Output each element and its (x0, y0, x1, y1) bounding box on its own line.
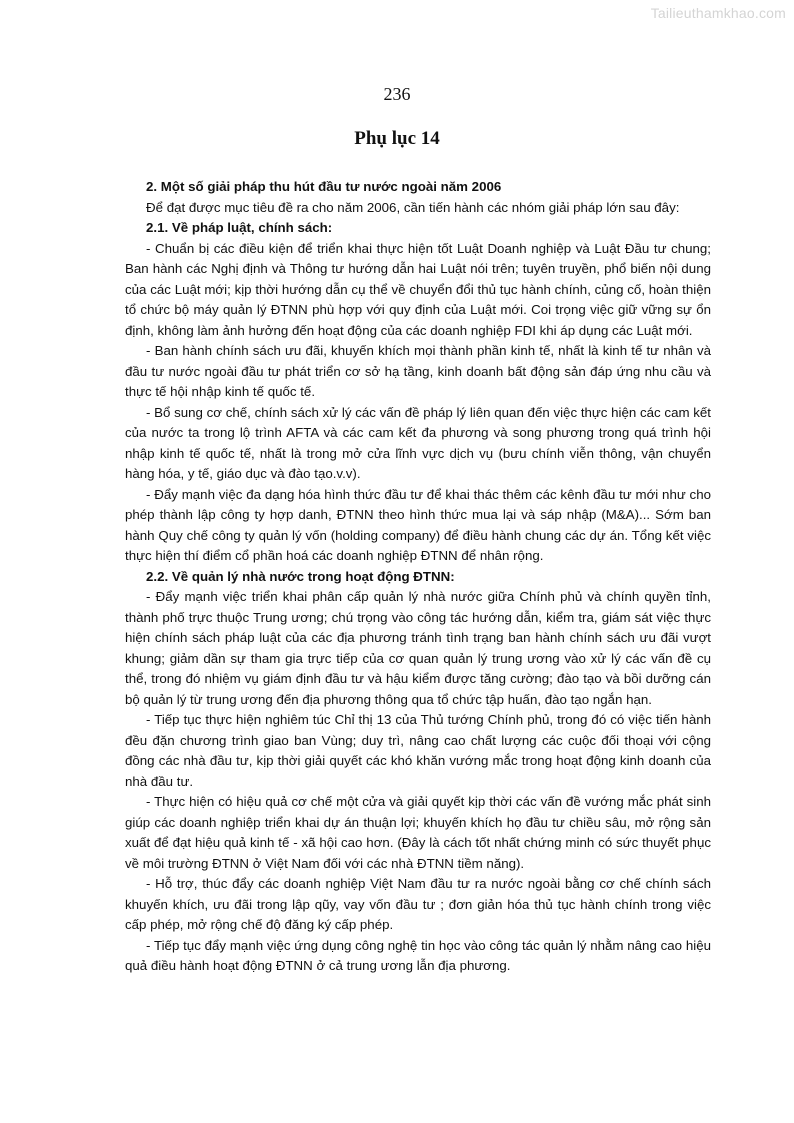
paragraph: - Chuẩn bị các điều kiện để triển khai thực hiện tốt Luật Doanh nghiệp và Luật Đầu tư chung; Ban hành các Nghị định và Thông tư hướng dẫn hai Luật nói trên; tuyên truyền, phổ biến nội dung của các Luật mới; kịp thời hướng dẫn cụ thể về chuyển đổi thủ tục hành chính, củng cố, hoàn thiện tổ chức bộ máy quản lý ĐTNN phù hợp với quy định của Luật mới. Coi trọng việc giữ vững sự ổn định, không làm ảnh hưởng đến hoạt động của các doanh nghiệp FDI khi áp dụng các Luật mới. (125, 240, 711, 338)
watermark: Tailieuthamkhao.com (650, 5, 786, 21)
subsection-heading-law-policy: 2.1. Về pháp luật, chính sách: (146, 220, 333, 235)
page-number: 236 (383, 84, 411, 104)
paragraph: - Bổ sung cơ chế, chính sách xử lý các vấn đề pháp lý liên quan đến việc thực hiện các cam kết của nước ta trong lộ trình AFTA và các cam kết đa phương và song phương trong quá trình hội nhập kinh tế quốc tế, nhất là trong mở cửa lĩnh vực dịch vụ (bưu chính viễn thông, vận chuyển hàng hóa, y tế, giáo dục và đào tạo.v.v). (125, 404, 711, 481)
intro-paragraph: Để đạt được mục tiêu đề ra cho năm 2006, cần tiến hành các nhóm giải pháp lớn sau đây: (146, 199, 680, 215)
paragraph: - Tiếp tục đẩy mạnh việc ứng dụng công nghệ tin học vào công tác quản lý nhằm nâng cao hiệu quả điều hành hoạt động ĐTNN ở cả trung ương lẫn địa phương. (125, 937, 711, 973)
paragraph: - Đẩy mạnh việc đa dạng hóa hình thức đầu tư để khai thác thêm các kênh đầu tư mới như cho phép thành lập công ty hợp danh, ĐTNN theo hình thức mua lại và sáp nhập (M&A)... Sớm ban hành Quy chế công ty quản lý vốn (holding company) để điều hành chung các dự án. Tổng kết việc thực hiện thí điểm cổ phần hoá các doanh nghiệp ĐTNN để nhân rộng. (125, 486, 711, 563)
section-heading: 2. Một số giải pháp thu hút đầu tư nước ngoài năm 2006 (146, 179, 502, 194)
document-body (125, 177, 711, 977)
paragraph: - Đẩy mạnh việc triển khai phân cấp quản lý nhà nước giữa Chính phủ và chính quyền tỉnh, thành phố trực thuộc Trung ương; chú trọng vào công tác hướng dẫn, kiểm tra, giám sát việc thực hiện chính sách pháp luật của các địa phương tránh tình trạng ban hành chính sách ưu đãi vượt khung; giảm dần sự tham gia trực tiếp của cơ quan quản lý trung ương vào xử lý các vấn đề cụ thể, trong đó nhiệm vụ giám định đầu tư và hậu kiểm được tăng cường; đào tạo và bồi dưỡng cán bộ quản lý từ trung ương đến địa phương thông qua tổ chức tập huấn, đào tạo ngắn hạn. (125, 589, 711, 707)
appendix-title: Phụ lục 14 (354, 128, 440, 149)
paragraph: - Tiếp tục thực hiện nghiêm túc Chỉ thị 13 của Thủ tướng Chính phủ, trong đó có việc tiến hành đều đặn chương trình giao ban Vùng; duy trì, nâng cao chất lượng các cuộc đối thoại với cộng đồng các nhà đầu tư, kịp thời giải quyết các khó khăn vướng mắc trong hoạt động kinh doanh của nhà đầu tư. (125, 712, 711, 789)
subsection-heading-state-management: 2.2. Về quản lý nhà nước trong hoạt động ĐTNN: (146, 568, 455, 584)
paragraph: - Ban hành chính sách ưu đãi, khuyến khích mọi thành phần kinh tế, nhất là kinh tế tư nhân và đầu tư nước ngoài đầu tư phát triển cơ sở hạ tầng, kinh doanh bất động sản đáp ứng nhu cầu và thực tế hội nhập kinh tế quốc tế. (125, 343, 711, 399)
paragraph: - Hỗ trợ, thúc đẩy các doanh nghiệp Việt Nam đầu tư ra nước ngoài bằng cơ chế chính sách khuyến khích, ưu đãi trong lập qũy, vay vốn đầu tư ; đơn giản hóa thủ tục hành chính trong việc cấp phép, mở rộng chế độ đăng ký cấp phép. (125, 876, 711, 932)
paragraph: - Thực hiện có hiệu quả cơ chế một cửa và giải quyết kịp thời các vấn đề vướng mắc phát sinh giúp các doanh nghiệp triển khai dự án thuận lợi; khuyến khích họ đầu tư chiều sâu, mở rộng sản xuất để đạt hiệu quả kinh tế - xã hội cao hơn. (Đây là cách tốt nhất chứng minh có sức thuyết phục về môi trường ĐTNN ở Việt Nam đối với các nhà ĐTNN tiềm năng). (125, 794, 711, 871)
